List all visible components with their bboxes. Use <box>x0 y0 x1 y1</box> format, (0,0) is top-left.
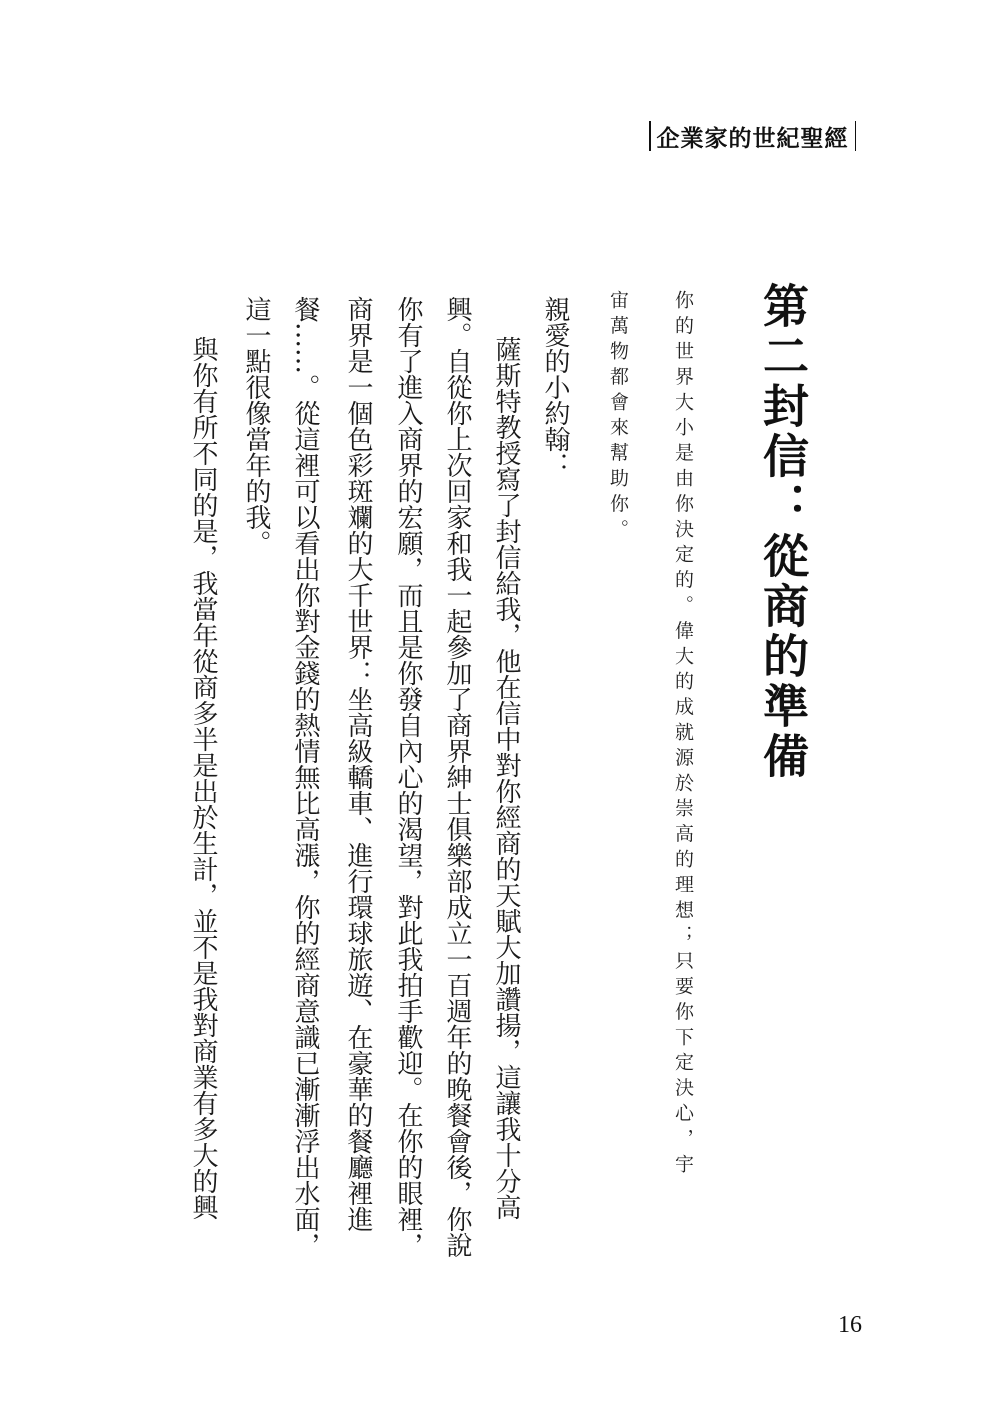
body-line: 商界是一個色彩斑斕的大千世界：坐高級轎車、進行環球旅遊、在豪華的餐廳裡進 <box>343 296 373 1232</box>
salutation: 親愛的小約翰： <box>540 296 570 478</box>
running-header-title: 企業家的世紀聖經 <box>656 124 849 152</box>
body-line: 這一點很像當年的我。 <box>241 296 271 556</box>
body-line: 薩斯特教授寫了封信給我，他在信中對你經商的天賦大加讚揚，這讓我十分高 <box>491 336 521 1220</box>
header-right-rule <box>855 121 857 151</box>
running-header <box>643 120 862 152</box>
chapter-title: 第二封信：從商的準備 <box>756 282 810 782</box>
body-line: 你有了進入商界的宏願，而且是你發自內心的渴望，對此我拍手歡迎。在你的眼裡， <box>393 296 423 1258</box>
body-line: 與你有所不同的是，我當年從商多半是出於生計，並不是我對商業有多大的興 <box>188 336 218 1220</box>
body-line: 餐……。從這裡可以看出你對金錢的熱情無比高漲，你的經商意識已漸漸浮出水面， <box>290 296 320 1258</box>
header-left-rule <box>649 121 651 151</box>
epigraph-line: 宙萬物都會來幫助你。 <box>607 290 629 544</box>
epigraph-line: 你的世界大小是由你決定的。偉大的成就源於崇高的理想；只要你下定決心，宇 <box>672 290 694 1179</box>
body-line: 興。自從你上次回家和我一起參加了商界紳士俱樂部成立一百週年的晚餐會後，你說 <box>442 296 472 1258</box>
page-number: 16 <box>838 1312 862 1338</box>
